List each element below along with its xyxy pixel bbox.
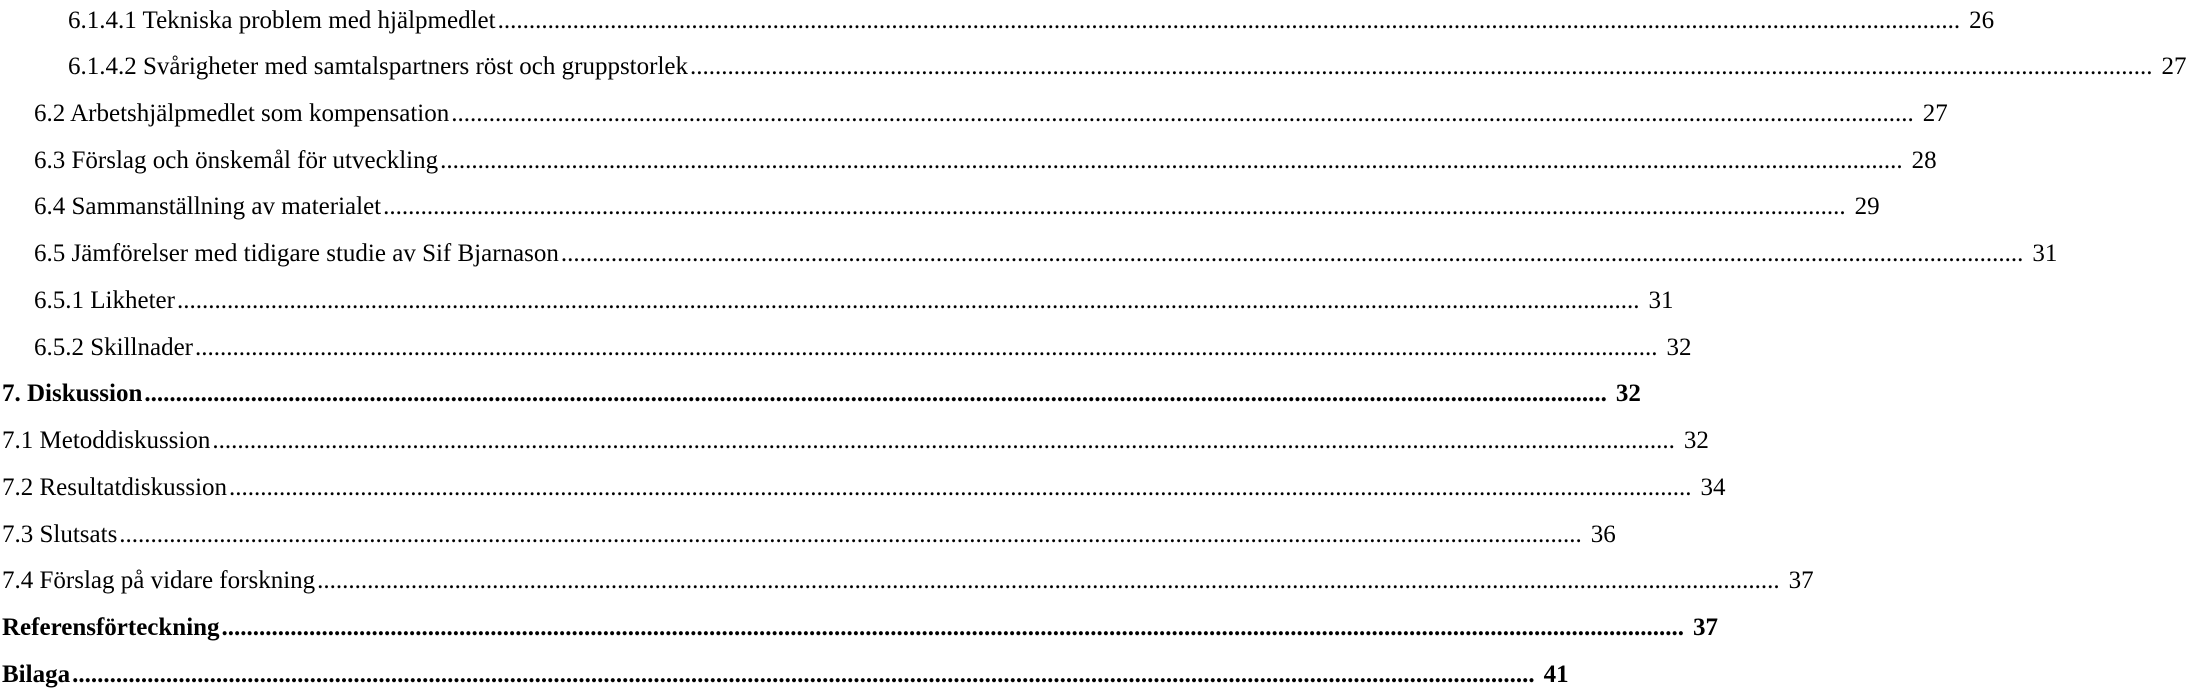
toc-entry[interactable]: [2, 467, 1726, 501]
toc-dot-leader: ..........................................................................................................................................................................................................................................: [144, 380, 1607, 407]
toc-dot-leader: ..........................................................................................................................................................................................................................................: [497, 7, 1961, 34]
toc-entry-page: 31: [2032, 240, 2058, 267]
toc-entry-page: 36: [1590, 521, 1616, 548]
toc-entry[interactable]: [34, 280, 1674, 314]
toc-entry-title: Referensförteckning: [2, 614, 220, 641]
toc-dot-leader: ..........................................................................................................................................................................................................................................: [451, 100, 1914, 127]
toc-entry-title: 6.1.4.2 Svårigheter med samtalspartners röst och gruppstorlek: [68, 53, 688, 80]
toc-entry-page: 37: [1693, 614, 1719, 641]
toc-dot-leader: ..........................................................................................................................................................................................................................................: [383, 193, 1846, 220]
toc-entry-title: 6.5.1 Likheter: [34, 287, 175, 314]
toc-entry-title: Bilaga: [2, 661, 71, 688]
toc-entry-page: 37: [1788, 567, 1814, 594]
toc-entry[interactable]: [2, 514, 1616, 548]
toc-dot-leader: ..........................................................................................................................................................................................................................................: [229, 474, 1692, 501]
toc-entry-title: 6.1.4.1 Tekniska problem med hjälpmedlet: [68, 7, 496, 34]
toc-entry-page: 34: [1700, 474, 1726, 501]
toc-entry-title: 7.3 Slutsats: [2, 521, 118, 548]
toc-entry[interactable]: [2, 560, 1814, 594]
toc-entry[interactable]: [2, 654, 1569, 688]
toc-entry-page: 32: [1615, 380, 1641, 407]
toc-dot-leader: ..........................................................................................................................................................................................................................................: [690, 53, 2153, 80]
toc-entry-title: 7.2 Resultatdiskussion: [2, 474, 228, 501]
toc-entry[interactable]: [2, 420, 1709, 454]
toc-entry-page: 32: [1683, 427, 1709, 454]
toc-entry-page: 29: [1854, 193, 1880, 220]
toc-entry-page: 27: [2161, 53, 2187, 80]
toc-entry-title: 6.5 Jämförelser med tidigare studie av Sif Bjarnason: [34, 240, 559, 267]
toc-dot-leader: ..........................................................................................................................................................................................................................................: [317, 567, 1780, 594]
toc-dot-leader: ..........................................................................................................................................................................................................................................: [221, 614, 1685, 641]
toc-dot-leader: ..........................................................................................................................................................................................................................................: [212, 427, 1675, 454]
toc-entry-page: 41: [1543, 661, 1569, 688]
toc-entry-title: 6.5.2 Skillnader: [34, 334, 194, 361]
toc-entry[interactable]: [68, 0, 1995, 34]
toc-entry-title: 6.2 Arbetshjälpmedlet som kompensation: [34, 100, 450, 127]
toc-entry[interactable]: [2, 373, 1641, 407]
toc-entry-page: 26: [1969, 7, 1995, 34]
toc-entry-page: 28: [1911, 147, 1937, 174]
toc-entry-page: 27: [1922, 100, 1948, 127]
toc-entry[interactable]: [34, 327, 1692, 361]
toc-entry-page: 31: [1648, 287, 1674, 314]
toc-entry-title: 7. Diskussion: [2, 380, 143, 407]
toc-dot-leader: ..........................................................................................................................................................................................................................................: [72, 661, 1535, 688]
toc-entry-title: 7.4 Förslag på vidare forskning: [2, 567, 316, 594]
toc-entry-page: 32: [1666, 334, 1692, 361]
toc-entry[interactable]: [34, 233, 2058, 267]
toc-dot-leader: ..........................................................................................................................................................................................................................................: [440, 147, 1903, 174]
toc-entry[interactable]: [34, 140, 1937, 174]
toc-dot-leader: ..........................................................................................................................................................................................................................................: [176, 287, 1640, 314]
toc-entry[interactable]: [34, 186, 1880, 220]
toc-entry-title: 6.4 Sammanställning av materialet: [34, 193, 382, 220]
toc-dot-leader: ..........................................................................................................................................................................................................................................: [119, 521, 1582, 548]
toc-dot-leader: ..........................................................................................................................................................................................................................................: [195, 334, 1658, 361]
toc-entry-title: 7.1 Metoddiskussion: [2, 427, 211, 454]
toc-entry[interactable]: [2, 607, 1719, 641]
toc-entry[interactable]: [68, 46, 2187, 80]
toc-entry-title: 6.3 Förslag och önskemål för utveckling: [34, 147, 439, 174]
toc-entry[interactable]: [34, 93, 1948, 127]
toc-dot-leader: ..........................................................................................................................................................................................................................................: [560, 240, 2024, 267]
